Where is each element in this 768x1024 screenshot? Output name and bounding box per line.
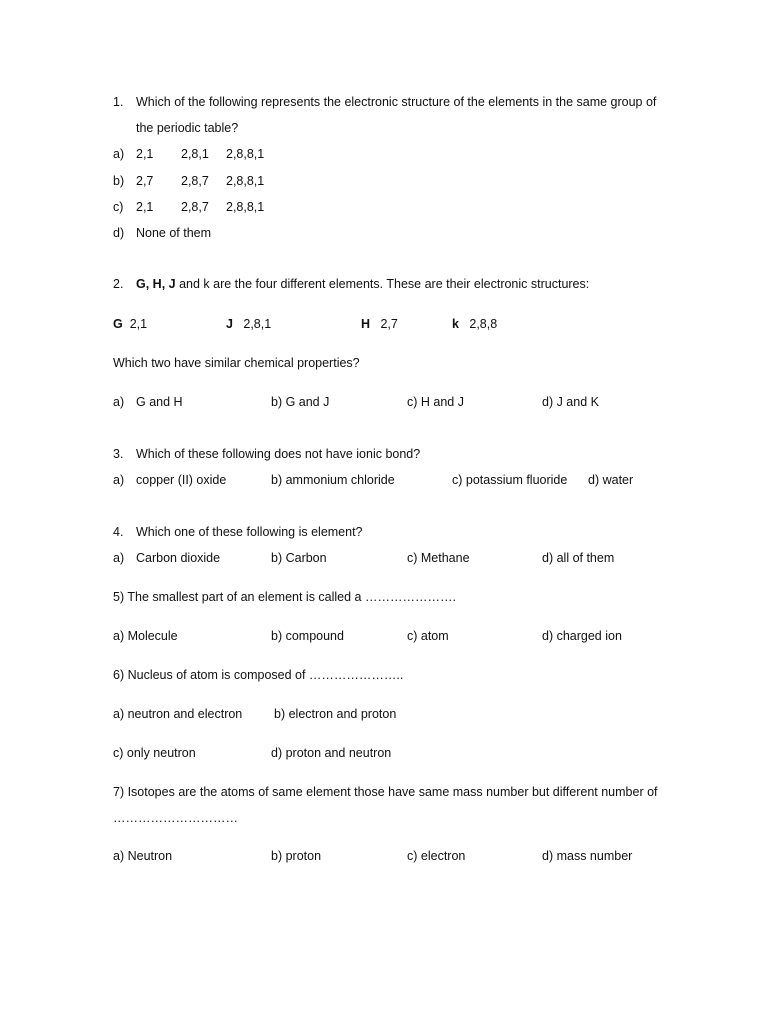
element-config: 2,1 <box>129 317 148 331</box>
q1-option-d-letter: d) <box>113 226 125 240</box>
q6-option-c: c) only neutron <box>113 746 196 760</box>
element-config: 2,8,8 <box>469 317 498 331</box>
q3-text: Which of these following does not have ionic bond? <box>136 447 421 461</box>
q5-option-d: d) charged ion <box>542 629 622 643</box>
element-config: 2,8,1 <box>243 317 272 331</box>
q1-text-line1: Which of the following represents the electronic structure of the elements in the same group of <box>136 95 657 109</box>
q1-option-a-v1: 2,1 <box>136 147 154 161</box>
q1-option-b-v1: 2,7 <box>136 174 154 188</box>
q7-option-c: c) electron <box>407 849 466 863</box>
element-config: 2,7 <box>380 317 398 331</box>
element-symbol: G <box>113 317 123 331</box>
q2-question: Which two have similar chemical properties? <box>113 356 360 370</box>
q3-option-d: d) water <box>588 473 634 487</box>
q1-text-line2: the periodic table? <box>136 121 239 135</box>
q2-element-h <box>361 316 398 332</box>
q4-option-c: c) Methane <box>407 551 470 565</box>
q2-option-a-text: G and H <box>136 395 183 409</box>
q2-element-j <box>226 316 271 332</box>
q2-option-a-letter: a) <box>113 395 125 409</box>
q6-option-b: b) electron and proton <box>274 707 397 721</box>
q4-option-d: d) all of them <box>542 551 615 565</box>
q2-element-g <box>113 316 147 332</box>
element-symbol: k <box>452 317 459 331</box>
q3-option-b: b) ammonium chloride <box>271 473 395 487</box>
q1-number: 1. <box>113 95 124 109</box>
q2-number: 2. <box>113 277 124 291</box>
q1-option-b-v3: 2,8,8,1 <box>226 174 265 188</box>
q1-option-c-letter: c) <box>113 200 124 214</box>
q2-prefix-bold: G, H, J <box>136 277 176 291</box>
q4-option-b: b) Carbon <box>271 551 327 565</box>
q1-option-b-letter: b) <box>113 174 125 188</box>
q3-option-c: c) potassium fluoride <box>452 473 568 487</box>
q2-element-k <box>452 316 497 332</box>
q7-option-b: b) proton <box>271 849 322 863</box>
q2-text <box>136 276 589 292</box>
q1-option-a-letter: a) <box>113 147 125 161</box>
q6-text: 6) Nucleus of atom is composed of ………………….. <box>113 668 404 682</box>
q5-option-c: c) atom <box>407 629 449 643</box>
q2-text-rest: and k are the four different elements. These are their electronic structures: <box>175 277 590 291</box>
q1-option-c-v1: 2,1 <box>136 200 154 214</box>
element-symbol: J <box>226 317 233 331</box>
q4-text: Which one of these following is element? <box>136 525 363 539</box>
q3-option-a-letter: a) <box>113 473 125 487</box>
q1-option-a-v3: 2,8,8,1 <box>226 147 265 161</box>
q1-option-c-v2: 2,8,7 <box>181 200 209 214</box>
q7-option-a: a) Neutron <box>113 849 173 863</box>
q2-option-b: b) G and J <box>271 395 330 409</box>
q1-option-d-text: None of them <box>136 226 212 240</box>
q1-option-c-v3: 2,8,8,1 <box>226 200 265 214</box>
q7-option-d: d) mass number <box>542 849 633 863</box>
q2-option-d: d) J and K <box>542 395 599 409</box>
q6-option-d: d) proton and neutron <box>271 746 392 760</box>
q1-option-a-v2: 2,8,1 <box>181 147 209 161</box>
q2-option-c: c) H and J <box>407 395 464 409</box>
q5-option-b: b) compound <box>271 629 344 643</box>
q3-option-a-text: copper (II) oxide <box>136 473 227 487</box>
q1-option-b-v2: 2,8,7 <box>181 174 209 188</box>
q7-text-line1: 7) Isotopes are the atoms of same element those have same mass number but different number of <box>113 785 658 799</box>
q4-option-a-letter: a) <box>113 551 125 565</box>
element-symbol: H <box>361 317 371 331</box>
q4-number: 4. <box>113 525 124 539</box>
q3-number: 3. <box>113 447 124 461</box>
q7-text-line2: ………………………… <box>113 811 238 825</box>
q5-option-a: a) Molecule <box>113 629 178 643</box>
q6-option-a: a) neutron and electron <box>113 707 243 721</box>
q4-option-a-text: Carbon dioxide <box>136 551 221 565</box>
q5-text: 5) The smallest part of an element is called a …………………. <box>113 590 456 604</box>
